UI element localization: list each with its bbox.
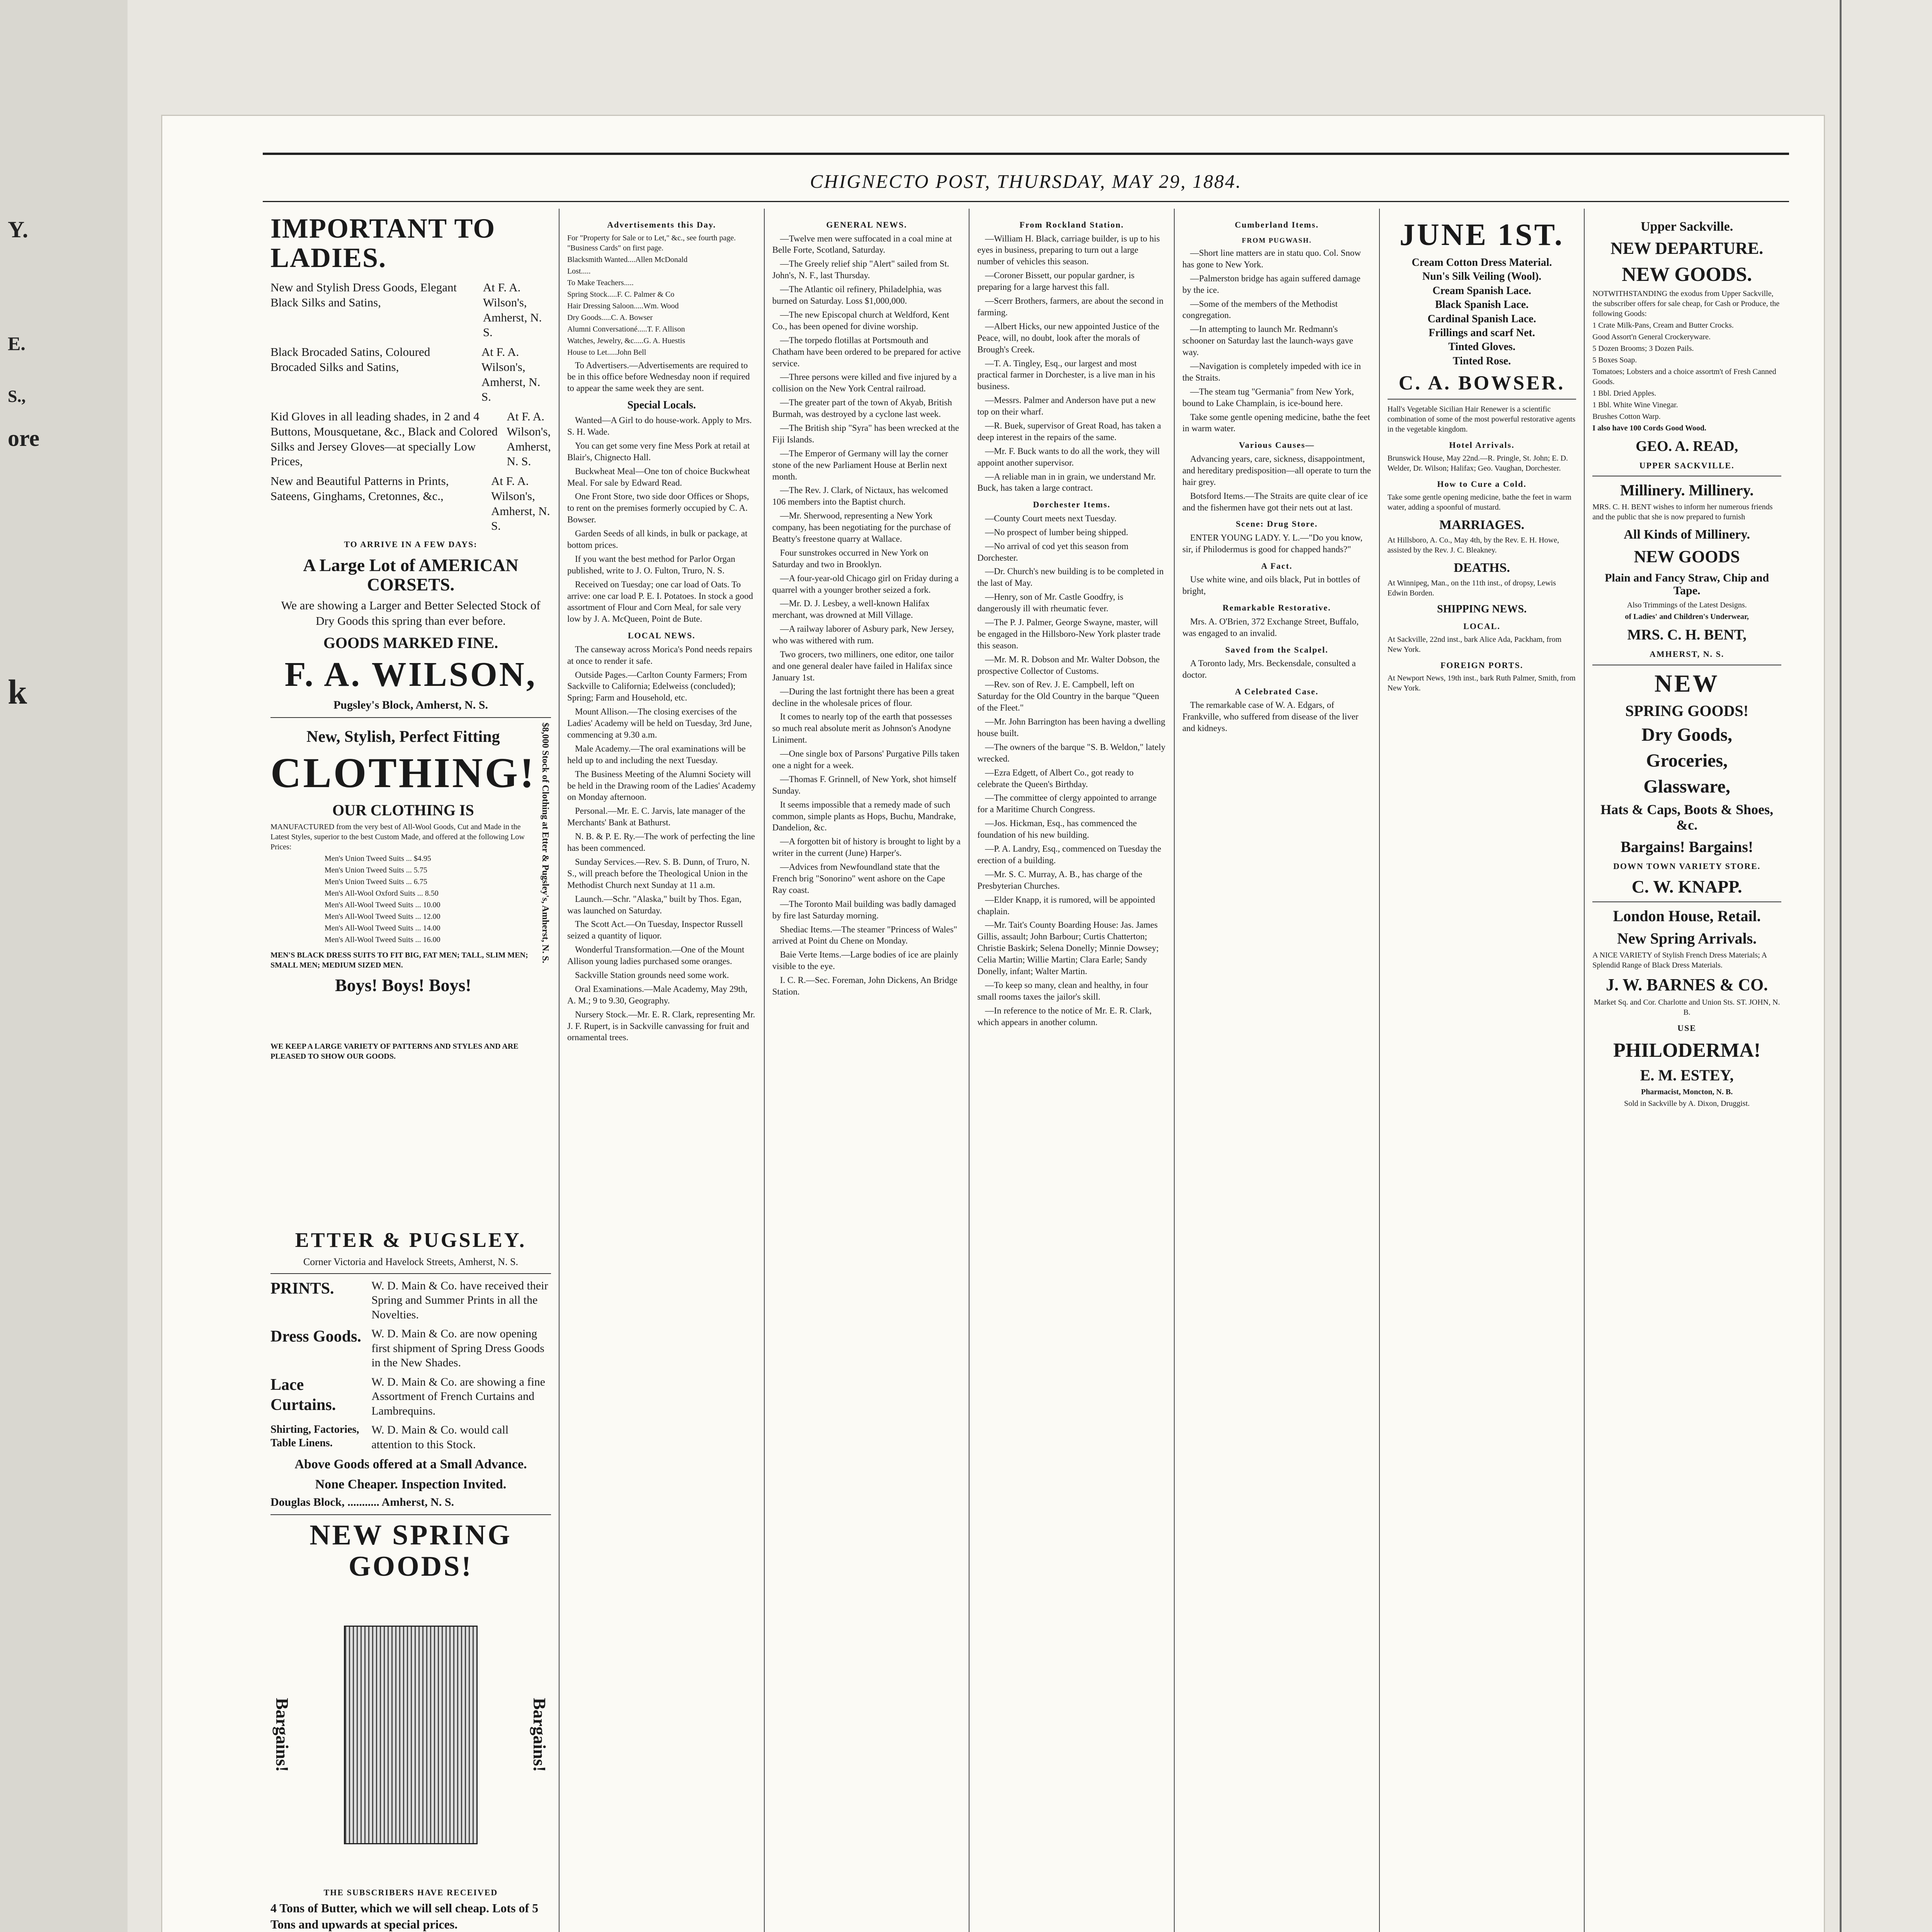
divider — [270, 1514, 551, 1515]
news-item: —Mr. D. J. Lesbey, a well-known Halifax merchant, was drowned at Mill Village. — [772, 599, 930, 620]
corsets-text: We are showing a Larger and Better Selected Stock of Dry Goods this spring than ever before. — [281, 598, 541, 628]
special-item: Buckwheat Meal—One ton of choice Buckwheat Meal. For sale by Edward Read. — [567, 466, 750, 488]
glassware: Glassware, — [1643, 776, 1730, 797]
price-row: Men's All-Wool Tweed Suits ... 12.00 — [325, 912, 440, 921]
news-item: I. C. R.—Sec. Foreman, John Dickens, An Bridge Station. — [772, 975, 957, 997]
cumberland-item: —The steam tug "Germania" from New York, bound to Lake Champlain, is ice-bound here. — [1182, 386, 1354, 408]
news-item: —Twelve men were suffocated in a coal mine at Belle Forte, Scotland, Saturday. — [772, 233, 952, 255]
wilson-ad-item — [270, 409, 551, 469]
news-item: —The Emperor of Germany will lay the corner stone of the new Parliament House at Berlin next month. — [772, 448, 948, 481]
dorchester-item: —Mr. S. C. Murray, A. B., has charge of the Presbyterian Churches. — [977, 869, 1143, 891]
dorchester-item: —Mr. M. R. Dobson and Mr. Walter Dobson, the prospective Collector of Customs. — [977, 654, 1160, 676]
fact-text: Use white wine, and oils black, Put in bottles of bright, — [1182, 575, 1361, 596]
ad-where: At F. A. Wilson's, Amherst, N. S. — [481, 345, 541, 404]
bargains-vertical-left: Bargains! — [272, 1697, 292, 1772]
upper-sackville: Upper Sackville. — [1640, 219, 1733, 234]
scan-right-edge — [1840, 0, 1842, 1932]
dorchester-item: —No arrival of cod yet this season from Dorchester. — [977, 541, 1129, 563]
dorchester-item: —The committee of clergy appointed to arrange for a Maritime Church Congress. — [977, 793, 1157, 815]
ad-list-item: Lost..... — [567, 267, 591, 276]
large-variety: WE KEEP A LARGE VARIETY OF PATTERNS AND STYLES AND ARE PLEASED TO SHOW OUR GOODS. — [270, 1042, 519, 1061]
news-item: It seems impossible that a remedy made of such common, simple plants as Hops, Buchu, Mandrake, Dandelion, &c. — [772, 799, 956, 833]
hats-caps: Hats & Caps, Boots & Shoes, &c. — [1600, 802, 1774, 833]
news-item: —The Rev. J. Clark, of Nictaux, has welcomed 106 members into the Baptist church. — [772, 485, 948, 507]
goods-item: Good Assort'n General Crockeryware. — [1592, 332, 1711, 341]
ad-text: Kid Gloves in all leading shades, in 2 and 4 Buttons, Mousquetane, &c., Black and Colored Silks and Jersey Gloves—at specially Low Prices, — [270, 410, 498, 468]
rockland-item: —Messrs. Palmer and Anderson have put a new top on their wharf. — [977, 395, 1156, 417]
dixon-text: Sold in Sackville by A. Dixon, Druggist. — [1624, 1099, 1750, 1108]
botsford-text: Botsford Items.—The Straits are quite clear of ice and the fishermen have got their nets out at last. — [1182, 491, 1368, 512]
masthead-rule-bottom — [263, 201, 1789, 202]
news-item: —The greater part of the town of Akyab, British Burmah, was destroyed by a cyclone last week. — [772, 398, 952, 419]
dorchester-heading: Dorchester Items. — [1033, 500, 1111, 510]
millinery-heading: Millinery. Millinery. — [1620, 481, 1754, 499]
main-ad-item — [270, 1279, 551, 1322]
price-row: Men's Union Tweed Suits ... $4.95 — [325, 854, 431, 863]
bowser-item: Cream Spanish Lace. — [1432, 284, 1531, 297]
spring-arrivals: New Spring Arrivals. — [1617, 929, 1757, 947]
corsets-heading: A Large Lot of AMERICAN CORSETS. — [303, 555, 519, 595]
dry-goods: Dry Goods, — [1641, 724, 1732, 745]
shipping-heading: SHIPPING NEWS. — [1437, 603, 1527, 616]
celebrated-text: The remarkable case of W. A. Edgars, of Frankville, who suffered from disease of the liver and kidneys. — [1182, 700, 1359, 733]
column-ads-right — [1585, 209, 1789, 1932]
new-departure: NEW DEPARTURE. — [1610, 239, 1764, 258]
advance-heading: Above Goods offered at a Small Advance. — [294, 1457, 527, 1472]
column-ads-left — [263, 209, 560, 1932]
bent-name: MRS. C. H. BENT, — [1627, 627, 1747, 643]
none-cheaper: None Cheaper. Inspection Invited. — [315, 1477, 507, 1492]
bowser-item: Nun's Silk Veiling (Wool). — [1422, 270, 1542, 283]
scan-left-margin — [0, 0, 128, 1932]
main-ad-text: W. D. Main & Co. have received their Spring and Summer Prints in all the Novelties. — [371, 1279, 548, 1321]
notwithstanding-text: NOTWITHSTANDING the exodus from Upper Sackville, the subscriber offers for sale cheap, for Cash or Produce, the following Goods: — [1592, 289, 1780, 318]
main-ad-label: Lace Curtains. — [270, 1376, 336, 1414]
news-item: —The Toronto Mail building was badly damaged by fire last Saturday morning. — [772, 899, 956, 920]
dorchester-item: —Ezra Edgett, of Albert Co., got ready to celebrate the Queen's Birthday. — [977, 767, 1134, 789]
wilson-ad-item — [270, 474, 551, 534]
goods-item: 1 Crate Milk-Pans, Cream and Butter Crocks. — [1592, 321, 1734, 330]
rockland-item: —R. Buek, supervisor of Great Road, has taken a deep interest in the repairs of the same. — [977, 420, 1161, 442]
shipping-text: At Sackville, 22nd inst., bark Alice Ada, Packham, from New York. — [1387, 635, 1562, 654]
wood-text: I also have 100 Cords Good Wood. — [1592, 423, 1706, 432]
trimmings-text: Also Trimmings of the Latest Designs. — [1627, 601, 1747, 610]
bargains-vertical-right: Bargains! — [529, 1697, 549, 1772]
deaths-heading: DEATHS. — [1454, 560, 1510, 575]
ad-where: At F. A. Wilson's, Amherst, N. S. — [507, 410, 551, 468]
bowser-name: C. A. BOWSER. — [1398, 372, 1565, 395]
edge-fragment: k — [8, 673, 27, 711]
goods-marked: GOODS MARKED FINE. — [323, 634, 498, 651]
rockland-heading: From Rockland Station. — [1019, 220, 1124, 230]
all-kinds: All Kinds of Millinery. — [1624, 527, 1750, 542]
cumberland-item: —Navigation is completely impeded with ice in the Straits. — [1182, 361, 1361, 383]
our-clothing: OUR CLOTHING IS — [332, 801, 474, 819]
local-item: Male Academy.—The oral examinations will be held up to and including the next Tuesday. — [567, 743, 746, 765]
special-item: One Front Store, two side door Offices or Shops, to rent on the premises formerly occupied by C. A. Bowser. — [567, 492, 749, 525]
local-item: Launch.—Schr. "Alaska," built by Thos. Egan, was launched on Saturday. — [567, 894, 742, 915]
bargains-heading: Bargains! Bargains! — [1620, 838, 1753, 855]
news-item: —A railway laborer of Asbury park, New Jersey, who was withered with rum. — [772, 624, 954, 646]
cure-text: Take some gentle opening medicine, bathe the feet in warm water, adding a spoonful of mustard. — [1387, 493, 1571, 512]
underwear-text: of Ladies' and Children's Underwear, — [1625, 612, 1749, 621]
news-item: Four sunstrokes occurred in New York on Saturday and two in Brooklyn. — [772, 548, 929, 569]
scene-heading: Scene: Drug Store. — [1236, 519, 1318, 529]
new-heading: NEW — [1654, 669, 1719, 697]
bowser-item: Tinted Gloves. — [1448, 341, 1515, 353]
plain-fancy: Plain and Fancy Straw, Chip and Tape. — [1605, 571, 1769, 597]
marriages-text: At Hillsboro, A. Co., May 4th, by the Rev. E. H. Howe, assisted by the Rev. J. C. Bleakney. — [1387, 536, 1559, 554]
wilson-address: Pugsley's Block, Amherst, N. S. — [333, 698, 488, 711]
wilson-ad-item — [270, 345, 551, 405]
goods-item: Tomatoes; Lobsters and a choice assortm't of Fresh Canned Goods. — [1592, 367, 1776, 386]
price-row: Men's All-Wool Tweed Suits ... 14.00 — [325, 923, 440, 932]
columns — [263, 209, 1789, 1932]
dunlap-engraving — [270, 1588, 551, 1882]
dorchester-item: —P. A. Landry, Esq., commenced on Tuesday the erection of a building. — [977, 844, 1162, 865]
goods-item: Brushes Cotton Warp. — [1592, 412, 1661, 421]
main-ad-text: W. D. Main & Co. are showing a fine Assortment of French Curtains and Lambrequins. — [371, 1375, 545, 1417]
news-item: —Mr. Sherwood, representing a New York company, has been negotiating for the purchase of Beatty's freestone quarry at Wallace. — [772, 511, 951, 544]
news-item: —The new Episcopal church at Weldford, Kent Co., has been opened for divine worship. — [772, 310, 949, 331]
barnes-name: J. W. BARNES & CO. — [1605, 975, 1768, 994]
ad-text: Black Brocaded Satins, Coloured Brocaded Silks and Satins, — [270, 345, 430, 374]
news-item: Baie Verte Items.—Large bodies of ice are plainly visible to the eye. — [772, 950, 959, 971]
ad-text: New and Stylish Dress Goods, Elegant Black Silks and Satins, — [270, 281, 457, 309]
arrive-note: TO ARRIVE IN A FEW DAYS: — [344, 539, 478, 549]
foreign-text: At Newport News, 19th inst., bark Ruth Palmer, Smith, from New York. — [1387, 674, 1576, 693]
dorchester-item: —Jos. Hickman, Esq., has commenced the foundation of his new building. — [977, 818, 1137, 840]
local-item: Nursery Stock.—Mr. E. R. Clark, representing Mr. J. F. Rupert, is in Sackville canvassing for fruit and ornamental trees. — [567, 1009, 755, 1043]
new-goods: NEW GOODS. — [1622, 263, 1752, 286]
news-item: —The British ship "Syra" has been wrecked at the Fiji Islands. — [772, 423, 959, 444]
received-item: 4 Tons of Butter, which we will sell cheap. Lots of 5 Tons and upwards at special prices. — [270, 1901, 539, 1931]
edge-fragment: Y. — [8, 217, 28, 242]
headline-important: IMPORTANT TO LADIES. — [270, 213, 496, 273]
shipping-local: LOCAL. — [1463, 621, 1500, 631]
local-item: N. B. & P. E. Ry.—The work of perfecting the line has been commenced. — [567, 832, 755, 853]
douglas-block: Douglas Block, ........... Amherst, N. S. — [270, 1496, 454, 1509]
foreign-ports: FOREIGN PORTS. — [1440, 660, 1524, 670]
goods-item: 1 Bbl. White Wine Vinegar. — [1592, 400, 1678, 409]
bowser-item: Frillings and scarf Net. — [1429, 327, 1535, 339]
cure-heading: How to Cure a Cold. — [1437, 479, 1527, 489]
manufactured-text: MANUFACTURED from the very best of All-Wool Goods, Cut and Made in the Latest Styles, superior to the best Custom Made, and offered at the following Low Prices: — [270, 822, 525, 851]
edge-fragment: ore — [8, 425, 40, 451]
main-ad-item — [270, 1423, 551, 1452]
rockland-item: —Mr. F. Buck wants to do all the work, they will appoint another supervisor. — [977, 446, 1160, 468]
new-spring-goods: NEW SPRING GOODS! — [310, 1519, 512, 1583]
ad-list-item: Dry Goods.....C. A. Bowser — [567, 313, 653, 322]
clothing-intro: New, Stylish, Perfect Fitting — [306, 728, 500, 746]
column-locals — [560, 209, 765, 1932]
black-dress-suits: MEN'S BLACK DRESS SUITS TO FIT BIG, FAT MEN; TALL, SLIM MEN; SMALL MEN; MEDIUM SIZED MEN. — [270, 951, 528, 969]
groceries: Groceries, — [1646, 750, 1728, 771]
dorchester-item: —Mr. John Barrington has been having a dwelling house built. — [977, 717, 1165, 738]
local-item: Oral Examinations.—Male Academy, May 29th, A. M.; 9 to 9.30, Geography. — [567, 984, 748, 1005]
use-label: USE — [1677, 1023, 1697, 1033]
cumberland-item: —Some of the members of the Methodist congregation. — [1182, 299, 1338, 320]
knapp-name: C. W. KNAPP. — [1631, 877, 1742, 897]
edge-fragment: E. — [8, 333, 26, 354]
ad-list-item: Watches, Jewelry, &c.....G. A. Huestis — [567, 336, 685, 345]
news-item: —The Greely relief ship "Alert" sailed from St. John's, N. F., last Thursday. — [772, 259, 949, 281]
bowser-item: Black Spanish Lace. — [1435, 299, 1529, 311]
etter-pugsley-ad — [270, 723, 551, 1225]
main-ad-item — [270, 1375, 551, 1418]
news-item: —A four-year-old Chicago girl on Friday during a quarrel with a younger brother seized a fork. — [772, 573, 959, 595]
nice-variety-text: A NICE VARIETY of Stylish French Dress Materials; A Splendid Range of Black Dress Materials. — [1592, 951, 1767, 969]
dorchester-item: —No prospect of lumber being shipped. — [985, 527, 1128, 537]
rockland-item: —Albert Hicks, our new appointed Justice of the Peace, will, no doubt, look after the morals of Brough's Creek. — [977, 321, 1160, 354]
fact-heading: A Fact. — [1261, 561, 1293, 571]
local-item: The Scott Act.—On Tuesday, Inspector Russell seized a quantity of liquor. — [567, 919, 743, 941]
rockland-item: —T. A. Tingley, Esq., our largest and most practical farmer in Dorchester, is a live man in his business. — [977, 358, 1155, 391]
cumberland-heading: Cumberland Items. — [1235, 220, 1319, 230]
local-item: Outside Pages.—Carlton County Farmers; From Sackville to California; Edelweiss (concluded); Spring; Farm and Household, etc. — [567, 670, 747, 703]
estey-name: E. M. ESTEY, — [1640, 1066, 1734, 1084]
restorative-heading: Remarkable Restorative. — [1222, 603, 1331, 613]
special-item: Garden Seeds of all kinds, in bulk or package, at bottom prices. — [567, 529, 748, 550]
dorchester-item: —County Court meets next Tuesday. — [985, 513, 1117, 523]
dorchester-item: —Mr. Tait's County Boarding House: Jas. James Gillis, assault; John Barbour; Curtis Chatterton; Christie Baskirk; Selena Donelly; Minnie Dowsey; Celia Martin; Willie Martin; Clara Earle; Sandy Donelly, infant; Walter Martin. — [977, 920, 1159, 976]
news-item: —A forgotten bit of history is brought to light by a writer in the current (June) Harper's. — [772, 837, 961, 858]
dorchester-item: —In reference to the notice of Mr. E. R. Clark, which appears in another column. — [977, 1005, 1152, 1027]
to-advertisers: To Advertisers.—Advertisements are required to be in this office before Wednesday noon if required to appear the same week they are sent. — [567, 360, 750, 393]
special-item: You can get some very fine Mess Pork at retail at Blair's, Chignecto Hall. — [567, 440, 750, 462]
special-locals-heading: Special Locals. — [627, 399, 696, 412]
price-row: Men's Union Tweed Suits ... 5.75 — [325, 866, 427, 874]
divider — [1592, 901, 1781, 902]
celebrated-heading: A Celebrated Case. — [1235, 686, 1319, 696]
column-bowser — [1380, 209, 1585, 1932]
newspaper-page — [162, 116, 1824, 1932]
bowser-item: Tinted Rose. — [1452, 355, 1511, 367]
news-item: —The Atlantic oil refinery, Philadelphia, was burned on Saturday. Loss $1,000,000. — [772, 284, 942, 306]
main-ad-text: W. D. Main & Co. would call attention to this Stock. — [371, 1423, 509, 1451]
local-item: Sackville Station grounds need some work. — [575, 970, 729, 980]
various-text: Advancing years, care, sickness, disappointment, and hereditary predisposition—all operate to turn the hair grey. — [1182, 454, 1371, 487]
dorchester-item: —The P. J. Palmer, George Swayne, master, will be engaged in the Hillsboro-New York plaster trade this season. — [977, 617, 1161, 650]
divider — [1388, 399, 1577, 400]
hotel-heading: Hotel Arrivals. — [1449, 440, 1515, 450]
marriages-heading: MARRIAGES. — [1439, 517, 1524, 532]
news-item: —One single box of Parsons' Purgative Pills taken one a night for a week. — [772, 749, 959, 770]
cumberland-item: —Short line matters are in statu quo. Col. Snow has gone to New York. — [1182, 248, 1361, 269]
ad-list-item: Alumni Conversationé.....T. F. Allison — [567, 325, 685, 333]
divider — [270, 717, 551, 718]
ad-where: At F. A. Wilson's, Amherst, N. S. — [491, 474, 550, 533]
ads-note: For "Property for Sale or to Let," &c., see fourth page. "Business Cards" on first page. — [567, 233, 736, 252]
general-news-heading: GENERAL NEWS. — [826, 220, 907, 230]
cumberland-item: Take some gentle opening medicine, bathe the feet in warm water. — [1182, 412, 1370, 434]
local-item: Mount Allison.—The closing exercises of the Ladies' Academy will be held on Tuesday, 3rd June, commencing at 9.30 a.m. — [567, 707, 752, 740]
news-item: —The torpedo flotillas at Portsmouth and Chatham have been ordered to be prepared for active service. — [772, 335, 961, 368]
read-name: GEO. A. READ, — [1636, 438, 1738, 454]
dorchester-item: —Rev. son of Rev. J. E. Campbell, left on Saturday for the Old Country in the barque "Queen of the Fleet." — [977, 680, 1159, 713]
ad-list-item: Blacksmith Wanted....Allen McDonald — [567, 255, 688, 264]
local-item: Sunday Services.—Rev. S. B. Dunn, of Truro, N. S., will preach before the Theological Union in the Methodist Church next Sunday at 11 a.m. — [567, 857, 750, 890]
restorative-text: Mrs. A. O'Brien, 372 Exchange Street, Buffalo, was engaged to an invalid. — [1182, 616, 1359, 638]
philoderma: PHILODERMA! — [1613, 1039, 1761, 1061]
main-ad-item — [270, 1327, 551, 1370]
scalpel-text: A Toronto lady, Mrs. Beckensdale, consulted a doctor. — [1182, 658, 1356, 680]
store-engraving-image — [344, 1626, 478, 1844]
local-item: Wonderful Transformation.—One of the Mount Allison young ladies purchased some oranges. — [567, 945, 745, 966]
bent-text: MRS. C. H. BENT wishes to inform her numerous friends and the public that she is now prepared to furnish — [1592, 503, 1773, 522]
local-news-heading: LOCAL NEWS. — [628, 631, 696, 641]
price-row: Men's All-Wool Oxford Suits ... 8.50 — [325, 889, 439, 898]
news-item: Two grocers, two milliners, one editor, one tailor and one general dealer have failed in Halifax since January 1st. — [772, 649, 954, 682]
bowser-item: Cardinal Spanish Lace. — [1427, 313, 1536, 325]
main-ad-label: Shirting, Factories, Table Linens. — [270, 1423, 359, 1449]
hotel-text: Brunswick House, May 22nd.—R. Pringle, St. John; E. D. Welder, Dr. Wilson; Halifax; Geo. Vaughan, Dorchester. — [1387, 454, 1568, 473]
estey-address: Pharmacist, Moncton, N. B. — [1641, 1087, 1733, 1096]
special-item: Received on Tuesday; one car load of Oats. To arrive: one car load P. E. I. Potatoes. In stock a good assortment of Flour and Corn Meal, for sale very low by J. A. McQueen, Point de Bute. — [567, 579, 753, 624]
ad-list-item: To Make Teachers..... — [567, 278, 634, 287]
etter-pugsley-name: ETTER & PUGSLEY. — [295, 1228, 527, 1252]
masthead: CHIGNECTO POST, THURSDAY, MAY 29, 1884. — [810, 170, 1242, 192]
local-item: The canseway across Morica's Pond needs repairs at once to render it safe. — [567, 644, 752, 666]
various-heading: Various Causes— — [1239, 440, 1315, 450]
price-row: Men's All-Wool Tweed Suits ... 10.00 — [325, 900, 440, 909]
bowser-item: Cream Cotton Dress Material. — [1412, 257, 1552, 269]
bent-address: AMHERST, N. S. — [1650, 649, 1725, 659]
ads-today-heading: Advertisements this Day. — [607, 220, 716, 230]
ad-where: At F. A. Wilson's, Amherst, N. S. — [483, 281, 542, 339]
local-item: Personal.—Mr. E. C. Jarvis, late manager of the Merchants' Bank at Bathurst. — [567, 806, 745, 828]
june-heading: JUNE 1ST. — [1400, 218, 1564, 252]
news-item: Shediac Items.—The steamer "Princess of Wales" arrived at Point du Chene on Monday. — [772, 924, 957, 946]
subscribers-received: THE SUBSCRIBERS HAVE RECEIVED — [323, 1887, 498, 1897]
edge-fragment: S., — [8, 387, 26, 406]
main-ad-label: Dress Goods. — [270, 1328, 361, 1346]
barnes-address: Market Sq. and Cor. Charlotte and Union Sts. ST. JOHN, N. B. — [1594, 998, 1780, 1017]
scene-text: ENTER YOUNG LADY. Y. L.—"Do you know, sir, if Philodermus is good for chapped hands?" — [1182, 532, 1363, 554]
read-address: UPPER SACKVILLE. — [1639, 460, 1735, 470]
local-item: The Business Meeting of the Alumni Society will be held in the Drawing room of the Ladies' Academy on Monday afternoon. — [567, 769, 756, 802]
london-house: London House, Retail. — [1613, 907, 1761, 925]
clothing-heading: CLOTHING! — [270, 749, 536, 796]
ad-list-item: Spring Stock.....F. C. Palmer & Co — [567, 290, 675, 299]
goods-item: 1 Bbl. Dried Apples. — [1592, 389, 1656, 398]
main-ad-label: PRINTS. — [270, 1279, 334, 1298]
hall-text: Hall's Vegetable Sicilian Hair Renewer is a scientific combination of some of the most powerful restorative agents in the vegetable kingdom. — [1387, 405, 1576, 434]
rockland-item: —A reliable man in in grain, we understand Mr. Buck, has taken a large contract. — [977, 471, 1156, 493]
main-ad-text: W. D. Main & Co. are now opening first shipment of Spring Dress Goods in the New Shades. — [371, 1327, 544, 1369]
variety-store: DOWN TOWN VARIETY STORE. — [1613, 861, 1761, 871]
ad-list-item: Hair Dressing Saloon.....Wm. Wood — [567, 301, 679, 310]
rockland-item: —Scerr Brothers, farmers, are about the second in farming. — [977, 296, 1164, 317]
rockland-item: —Coroner Bissett, our popular gardner, is preparing for a large harvest this fall. — [977, 270, 1135, 292]
dorchester-item: —Dr. Church's new building is to be completed in the last of May. — [977, 566, 1164, 588]
boys-heading: Boys! Boys! Boys! — [335, 975, 471, 995]
scalpel-heading: Saved from the Scalpel. — [1225, 645, 1328, 655]
price-row: Men's All-Wool Tweed Suits ... 16.00 — [325, 935, 440, 944]
new-goods-2: NEW GOODS — [1634, 547, 1740, 566]
etter-pugsley-address: Corner Victoria and Havelock Streets, Amherst, N. S. — [303, 1256, 519, 1267]
column-general-news — [765, 209, 970, 1932]
dorchester-item: —The owners of the barque "S. B. Weldon," lately wrecked. — [977, 742, 1166, 764]
news-item: —Three persons were killed and five injured by a collision on the New York Central railroad. — [772, 372, 957, 394]
cumberland-item: —In attempting to launch Mr. Redmann's schooner on Saturday last the launch-ways gave way. — [1182, 324, 1353, 357]
cumberland-item: —Palmerston bridge has again suffered damage by the ice. — [1182, 273, 1361, 295]
news-item: —Thomas F. Grinnell, of New York, shot himself Sunday. — [772, 774, 956, 796]
wilson-ad-item — [270, 280, 551, 340]
rockland-item: —William H. Black, carriage builder, is up to his eyes in business, preparing to turn out a large number of vehicles this season. — [977, 233, 1160, 267]
ad-list-item: House to Let.....John Bell — [567, 348, 646, 357]
from-pugwash: FROM PUGWASH. — [1242, 236, 1312, 244]
stock-side-text: $8,000 Stock of Clothing at Etter & Pugsley's, Amherst, N. S. — [540, 722, 550, 963]
ad-text: New and Beautiful Patterns in Prints, Sateens, Ginghams, Cretonnes, &c., — [270, 474, 449, 503]
special-item: If you want the best method for Parlor Organ published, write to J. O. Fulton, Truro, N. S. — [567, 554, 735, 575]
column-cumberland — [1175, 209, 1380, 1932]
news-item: —During the last fortnight there has been a great decline in the wholesale prices of flour. — [772, 686, 954, 708]
price-row: Men's Union Tweed Suits ... 6.75 — [325, 877, 427, 886]
dorchester-item: —To keep so many, clean and healthy, in four small rooms taxes the jailor's skill. — [977, 980, 1148, 1002]
divider — [270, 1273, 551, 1274]
news-item: It comes to nearly top of the earth that possesses so much real absolute merit as Johnson's Anodyne Liniment. — [772, 712, 952, 745]
masthead-rule-top — [263, 153, 1789, 155]
dorchester-item: —Elder Knapp, it is rumored, will be appointed chaplain. — [977, 895, 1155, 916]
goods-item: 5 Dozen Brooms; 3 Dozen Pails. — [1592, 344, 1694, 353]
column-rockland-dorchester — [969, 209, 1175, 1932]
goods-item: 5 Boxes Soap. — [1592, 355, 1637, 364]
deaths-text: At Winnipeg, Man., on the 11th inst., of dropsy, Lewis Edwin Borden. — [1387, 579, 1556, 598]
wilson-name: F. A. WILSON, — [284, 655, 537, 694]
dorchester-item: —Henry, son of Mr. Castle Goodfry, is dangerously ill with rheumatic fever. — [977, 592, 1124, 614]
news-item: —Advices from Newfoundland state that the French brig "Sonorino" went ashore on the Cape Ray coast. — [772, 862, 945, 895]
spring-goods: SPRING GOODS! — [1625, 702, 1749, 719]
special-item: Wanted—A Girl to do house-work. Apply to Mrs. S. H. Wade. — [567, 415, 752, 437]
